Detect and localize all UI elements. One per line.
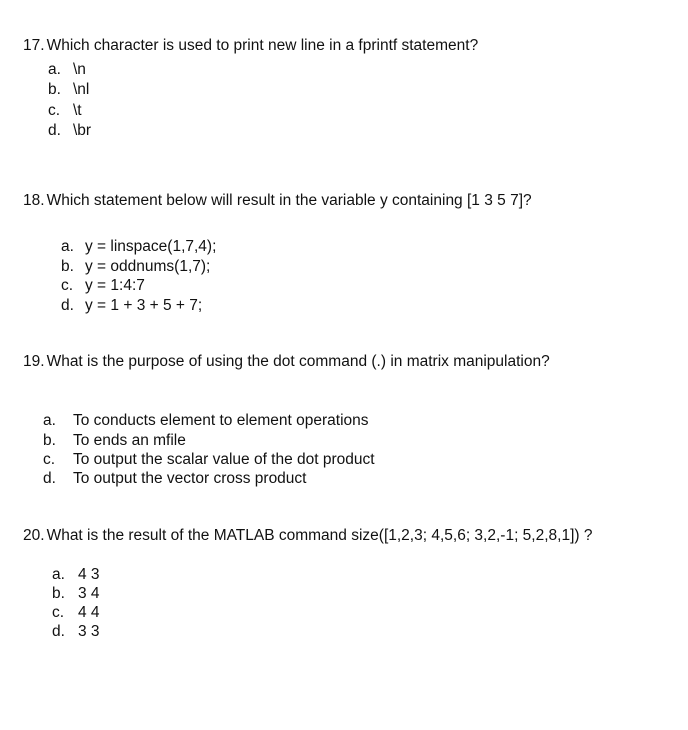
question-18 [23, 192, 532, 210]
option-20c [52, 603, 100, 622]
question-19 [23, 353, 550, 371]
option-letter: c. [52, 604, 65, 621]
question-number: 17. [23, 37, 45, 54]
option-letter: d. [52, 623, 65, 640]
option-text: y = linspace(1,7,4); [85, 238, 217, 255]
question-number: 20. [23, 527, 45, 544]
option-19a [43, 411, 369, 430]
option-19d [43, 469, 306, 488]
option-letter: a. [48, 61, 61, 78]
option-letter: b. [52, 585, 65, 602]
option-text: y = oddnums(1,7); [85, 258, 211, 275]
question-text: What is the result of the MATLAB command size([1,2,3; 4,5,6; 3,2,-1; 5,2,8,1]) ? [46, 527, 593, 544]
option-letter: a. [43, 412, 56, 429]
question-text: Which statement below will result in the variable y containing [1 3 5 7]? [46, 192, 532, 209]
option-17b [48, 80, 89, 99]
question-17 [23, 37, 478, 55]
option-19c [43, 450, 375, 469]
option-text: To output the vector cross product [73, 470, 307, 487]
option-18b [61, 257, 210, 276]
option-text: 3 4 [78, 585, 100, 602]
option-20d [52, 622, 100, 641]
option-17d [48, 121, 91, 140]
option-letter: d. [43, 470, 56, 487]
option-19b [43, 431, 186, 450]
option-letter: c. [48, 102, 61, 119]
option-text: To ends an mfile [73, 432, 186, 449]
option-20b [52, 584, 100, 603]
question-number: 19. [23, 353, 45, 370]
option-text: To conducts element to element operations [73, 412, 369, 429]
option-17a [48, 60, 86, 79]
option-letter: c. [61, 277, 74, 294]
option-18d [61, 296, 202, 315]
option-letter: a. [52, 566, 65, 583]
option-text: 3 3 [78, 623, 100, 640]
option-text: 4 3 [78, 566, 100, 583]
option-text: \nl [73, 81, 90, 98]
question-text: Which character is used to print new line in a fprintf statement? [46, 37, 479, 54]
option-letter: d. [48, 122, 61, 139]
option-text: y = 1 + 3 + 5 + 7; [85, 297, 203, 314]
option-18a [61, 237, 216, 256]
option-text: \n [73, 61, 86, 78]
question-text: What is the purpose of using the dot command (.) in matrix manipulation? [46, 353, 550, 370]
option-letter: b. [43, 432, 56, 449]
question-number: 18. [23, 192, 45, 209]
option-text: To output the scalar value of the dot product [73, 451, 375, 468]
option-20a [52, 565, 100, 584]
option-letter: b. [48, 81, 61, 98]
option-letter: d. [61, 297, 74, 314]
option-text: \t [73, 102, 82, 119]
option-17c [48, 101, 82, 120]
question-20 [23, 527, 592, 545]
option-text: y = 1:4:7 [85, 277, 145, 294]
option-text: 4 4 [78, 604, 100, 621]
option-18c [61, 276, 145, 295]
option-letter: c. [43, 451, 56, 468]
option-letter: b. [61, 258, 74, 275]
option-text: \br [73, 122, 92, 139]
option-letter: a. [61, 238, 74, 255]
